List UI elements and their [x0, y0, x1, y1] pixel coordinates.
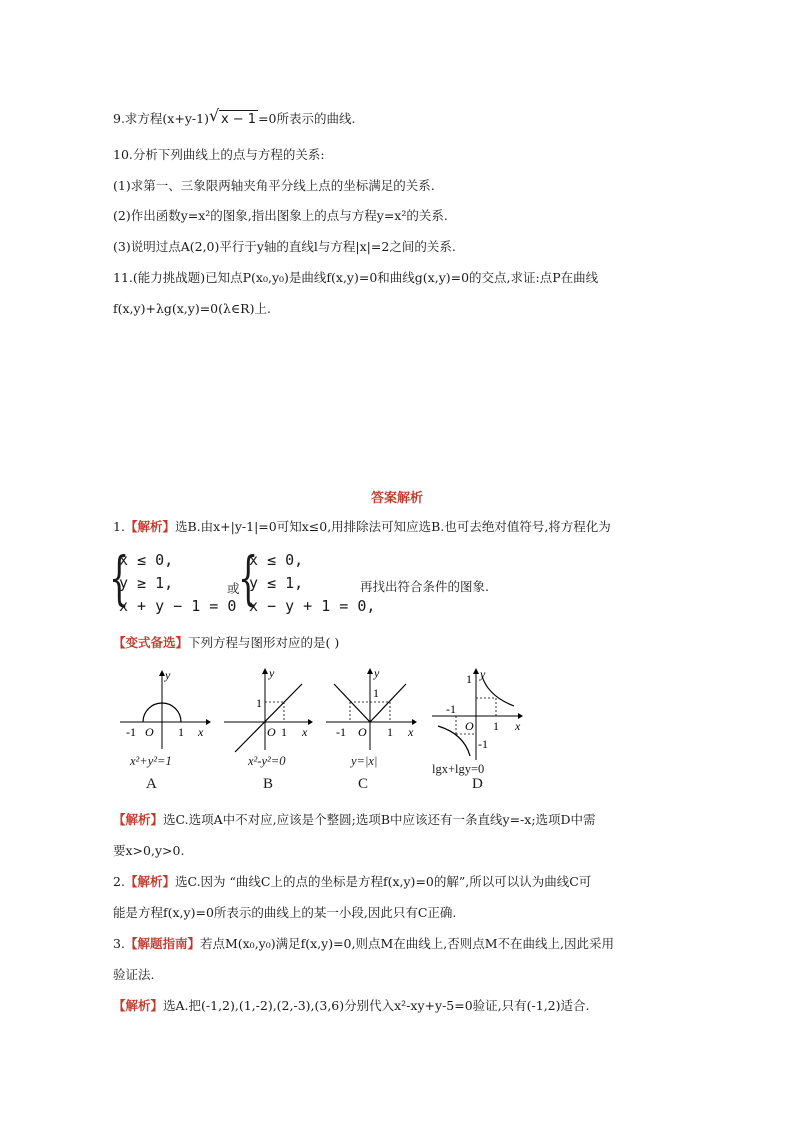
- answer-2-line1: [113, 873, 591, 891]
- tick-1-y: 1: [373, 686, 379, 700]
- answer-3-analysis: 选A.把(-1,2),(1,-2),(2,-3),(3,6)分别代入x²-xy+y-5=0验证,只有(-1,2)适合.: [163, 998, 590, 1013]
- y-arrow-icon: [473, 668, 479, 674]
- left-brace-icon: {: [109, 544, 130, 612]
- figure-c-caption: y=|x|: [351, 754, 378, 768]
- variant-text: 下列方程与图形对应的是( ): [188, 635, 340, 650]
- figure-a-caption: x²+y²=1: [130, 754, 172, 768]
- answer-2-line2: 能是方程f(x,y)=0所表示的曲线上的某一小段,因此只有C正确.: [113, 905, 457, 920]
- answer-2-number: 2.: [113, 874, 125, 889]
- tick-neg1: -1: [126, 725, 136, 739]
- q9-radicand: x − 1: [220, 112, 257, 127]
- x-label: x: [515, 719, 521, 733]
- variant-answer-text: 选C.选项A中不对应,应该是个整圆;选项B中应该还有一条直线y=-x;选项D中需: [163, 812, 596, 827]
- question-10-part1: (1)求第一、三象限两轴夹角平分线上点的坐标满足的关系.: [113, 178, 435, 193]
- y-label: y: [269, 666, 275, 680]
- system-1-row: y ≥ 1,: [119, 574, 174, 592]
- q9-suffix: =0所表示的曲线.: [258, 111, 356, 126]
- figure-b: [220, 664, 320, 754]
- figure-a: [112, 664, 212, 754]
- left-brace-icon: {: [238, 544, 259, 612]
- tick-1-x: 1: [281, 725, 287, 739]
- answer-3-line3: [113, 997, 589, 1015]
- figure-c-letter: C: [358, 776, 369, 792]
- question-11-line1: 11.(能力挑战题)已知点P(x₀,y₀)是曲线f(x,y)=0和曲线g(x,y)=0的交点,求证:点P在曲线: [113, 270, 599, 285]
- radical-sign-icon: √: [208, 106, 220, 125]
- answer-1-number: 1.: [113, 519, 125, 534]
- answer-1-after: 再找出符合条件的图象.: [360, 579, 489, 594]
- question-10-part2: (2)作出函数y=x²的图象,指出图象上的点与方程y=x²的关系.: [113, 208, 448, 223]
- x-arrow-icon: [308, 719, 313, 725]
- variant-answer-line2: 要x>0,y>0.: [113, 843, 185, 858]
- variant-line: [113, 634, 339, 652]
- tick-1-x: 1: [387, 725, 393, 739]
- answer-section-title: 答案解析: [370, 491, 423, 506]
- tick-1-x: 1: [493, 719, 499, 733]
- figure-d-letter: D: [472, 776, 483, 792]
- system-2-row: y ≤ 1,: [249, 574, 304, 592]
- answer-3-number: 3.: [113, 936, 125, 951]
- question-10-title: 10.分析下列曲线上的点与方程的关系:: [113, 147, 325, 162]
- x-arrow-icon: [206, 719, 211, 725]
- answer-1-line: [113, 518, 611, 536]
- y-label: y: [480, 667, 486, 681]
- answer-3-text: 若点M(x₀,y₀)满足f(x,y)=0,则点M在曲线上,否则点M不在曲线上,因此采用: [199, 936, 615, 951]
- tick-neg1-y: -1: [478, 737, 488, 751]
- answer-2-text: 选C.因为 “曲线C上的点的坐标是方程f(x,y)=0的解”,所以可以认为曲线C可: [174, 874, 592, 889]
- answer-3-line2: 验证法.: [113, 967, 155, 982]
- answer-3-line1: [113, 935, 614, 953]
- analysis-tag: 【解析】: [124, 874, 175, 889]
- hyperbola-branch-q1: [482, 676, 514, 706]
- guide-tag: 【解题指南】: [124, 936, 200, 951]
- figure-d-caption: lgx+lgy=0: [432, 762, 485, 776]
- tick-1-y: 1: [466, 672, 472, 686]
- sqrt-expression: [208, 106, 258, 129]
- origin-label: O: [145, 725, 154, 739]
- figure-a-letter: A: [146, 776, 157, 792]
- system-2-row: x − y + 1 = 0,: [249, 597, 376, 615]
- question-11-line2: f(x,y)+λg(x,y)=0(λ∈R)上.: [113, 301, 271, 316]
- or-word: 或: [227, 581, 240, 596]
- system-1-row: x + y − 1 = 0: [119, 597, 237, 615]
- analysis-tag: 【解析】: [113, 998, 164, 1013]
- line-y-equals-x: [235, 684, 302, 752]
- variant-tag: 【变式备选】: [113, 635, 189, 650]
- tick-1: 1: [178, 725, 184, 739]
- tick-1-y: 1: [256, 696, 262, 710]
- analysis-tag: 【解析】: [113, 812, 164, 827]
- system-1-row: x ≤ 0,: [119, 551, 174, 569]
- system-1: [119, 549, 236, 618]
- y-arrow-icon: [262, 668, 268, 674]
- y-label: y: [374, 666, 380, 680]
- tick-neg1-x: -1: [446, 702, 456, 716]
- origin-label: O: [267, 725, 276, 739]
- analysis-tag: 【解析】: [124, 519, 175, 534]
- origin-label: O: [358, 725, 367, 739]
- system-2: [249, 549, 375, 618]
- answer-1-text: 选B.由x+|y-1|=0可知x≤0,用排除法可知应选B.也可去绝对值符号,将方程化为: [174, 519, 611, 534]
- figure-b-caption: x²-y²=0: [248, 754, 286, 768]
- x-label: x: [198, 725, 204, 739]
- question-10-part3: (3)说明过点A(2,0)平行于y轴的直线l与方程|x|=2之间的关系.: [113, 239, 456, 254]
- question-9: [113, 106, 356, 129]
- x-label: x: [408, 725, 414, 739]
- x-label: x: [302, 725, 308, 739]
- y-label: y: [165, 668, 171, 682]
- y-arrow-icon: [367, 668, 373, 674]
- system-2-row: x ≤ 0,: [249, 551, 304, 569]
- figure-c: [322, 664, 422, 754]
- variant-answer-line1: [113, 811, 596, 829]
- tick-neg1: -1: [336, 725, 346, 739]
- origin-label: O: [465, 719, 474, 733]
- q9-prefix: 9.求方程(x+y-1): [113, 111, 209, 126]
- figure-b-letter: B: [263, 776, 274, 792]
- figure-d: [428, 664, 528, 764]
